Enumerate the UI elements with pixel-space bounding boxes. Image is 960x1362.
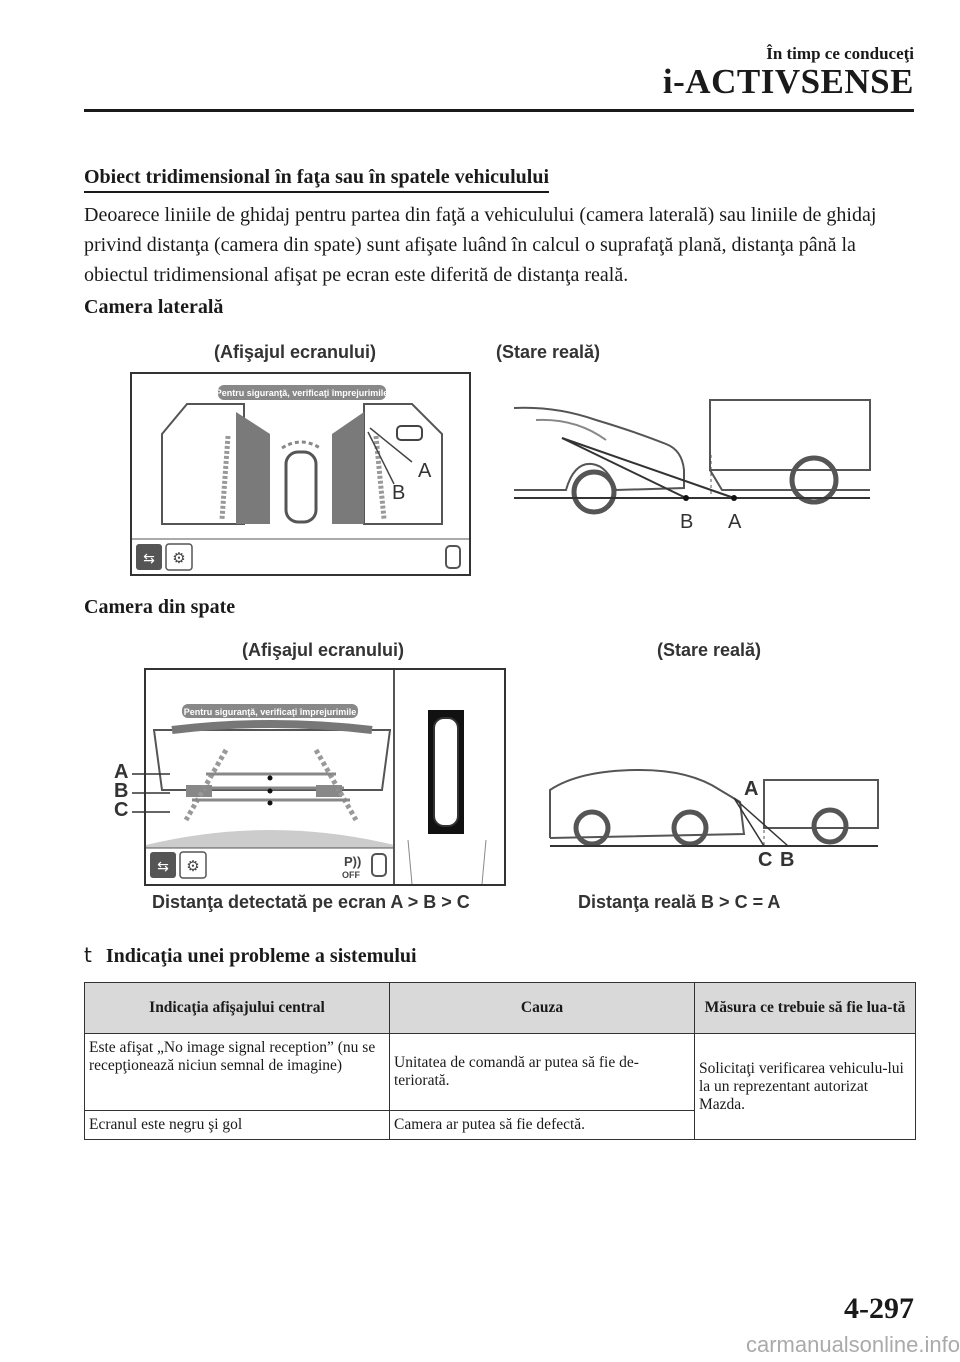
rear-real-distance-caption: Distanţa reală B > C = A [578, 892, 781, 912]
rear-real-label-c: C [758, 849, 773, 871]
side-screen-label-a: A [418, 460, 432, 482]
table-cell-measure: Solicitaţi verificarea vehiculu-lui la un reprezentant autorizat Mazda. [695, 1034, 916, 1140]
side-real-illustration [496, 380, 876, 540]
running-header-section: În timp ce conduceţi [766, 44, 914, 63]
side-real-label-b: B [680, 511, 694, 533]
svg-text:⇆: ⇆ [143, 551, 155, 567]
side-camera-heading: Camera laterală [84, 296, 224, 318]
rear-screen-distance-caption: Distanţa detectată pe ecran A > B > C [152, 892, 470, 912]
rear-real-label-b: B [780, 849, 795, 871]
side-screen-banner: Pentru siguranţă, verificaţi împrejurimile [215, 388, 389, 398]
rear-screen-label-c: C [114, 799, 129, 821]
problem-heading [84, 943, 417, 968]
parking-sensor-off-label: OFF [342, 870, 360, 880]
rear-camera-screen-art [146, 670, 504, 884]
table-cell-indication: Este afişat „No image signal reception” (nu se recepţionează niciun semnal de imagine) [85, 1034, 390, 1111]
rear-screen-label-a: A [114, 761, 129, 783]
sensor-car-icon[interactable] [446, 546, 460, 568]
rear-camera-heading: Camera din spate [84, 596, 236, 618]
svg-text:⚙: ⚙ [186, 857, 200, 875]
problem-heading-text: Indicaţia unei probleme a sistemului [105, 945, 417, 967]
rear-screen-abc-labels [110, 758, 170, 824]
svg-text:⇆: ⇆ [157, 859, 169, 875]
table-row [85, 1034, 916, 1111]
table-header-cause: Cauza [390, 983, 695, 1034]
side-real-label-a: A [728, 511, 742, 533]
problem-table [84, 982, 916, 1140]
rear-real-label-a: A [744, 778, 759, 800]
table-header-measure: Măsura ce trebuie să fie lua-tă [695, 983, 916, 1034]
header-rule [84, 109, 914, 112]
rear-screen-caption: (Afişajul ecranului) [242, 640, 405, 660]
side-camera-screen [130, 372, 471, 576]
section-title: Obiect tridimensional în faţa sau în spatele vehiculului [84, 166, 549, 193]
rear-screen-label-b: B [114, 780, 129, 802]
table-cell-cause: Camera ar putea să fie defectă. [390, 1111, 695, 1140]
rear-real-caption: (Stare reală) [657, 640, 762, 660]
rear-real-illustration [540, 760, 880, 880]
rear-screen-banner: Pentru siguranţă, verificaţi împrejurimile [183, 707, 357, 717]
body-paragraph: Deoarece liniile de ghidaj pentru partea din faţă a vehiculului (camera laterală) sau liniile de ghidaj privind distanţa (camera din spate) sunt afişate luând în calcul o suprafaţă plană, distanţa până la obiectul tridimensional afişat pe ecran este diferită de distanţa reală. [84, 204, 877, 286]
rear-sensor-car-icon[interactable] [372, 854, 386, 876]
page-number: 4-297 [844, 1292, 914, 1325]
svg-text:⚙: ⚙ [172, 549, 186, 567]
table-cell-cause: Unitatea de comandă ar putea să fie de-teriorată. [390, 1034, 695, 1111]
table-header-indication: Indicaţia afişajului central [85, 983, 390, 1034]
svg-text:P)): P)) [344, 854, 362, 869]
side-camera-screen-art [132, 374, 469, 574]
running-header-chapter: i-ACTIVSENSE [662, 62, 914, 101]
table-header-row [85, 983, 916, 1034]
bullet-marker: t [84, 943, 92, 967]
watermark: carmanualsonline.info [745, 1332, 960, 1357]
table-cell-indication: Ecranul este negru şi gol [85, 1111, 390, 1140]
rear-camera-screen [144, 668, 506, 886]
side-real-caption: (Stare reală) [496, 342, 601, 362]
side-screen-label-b: B [392, 482, 406, 504]
side-screen-caption: (Afişajul ecranului) [214, 342, 377, 362]
